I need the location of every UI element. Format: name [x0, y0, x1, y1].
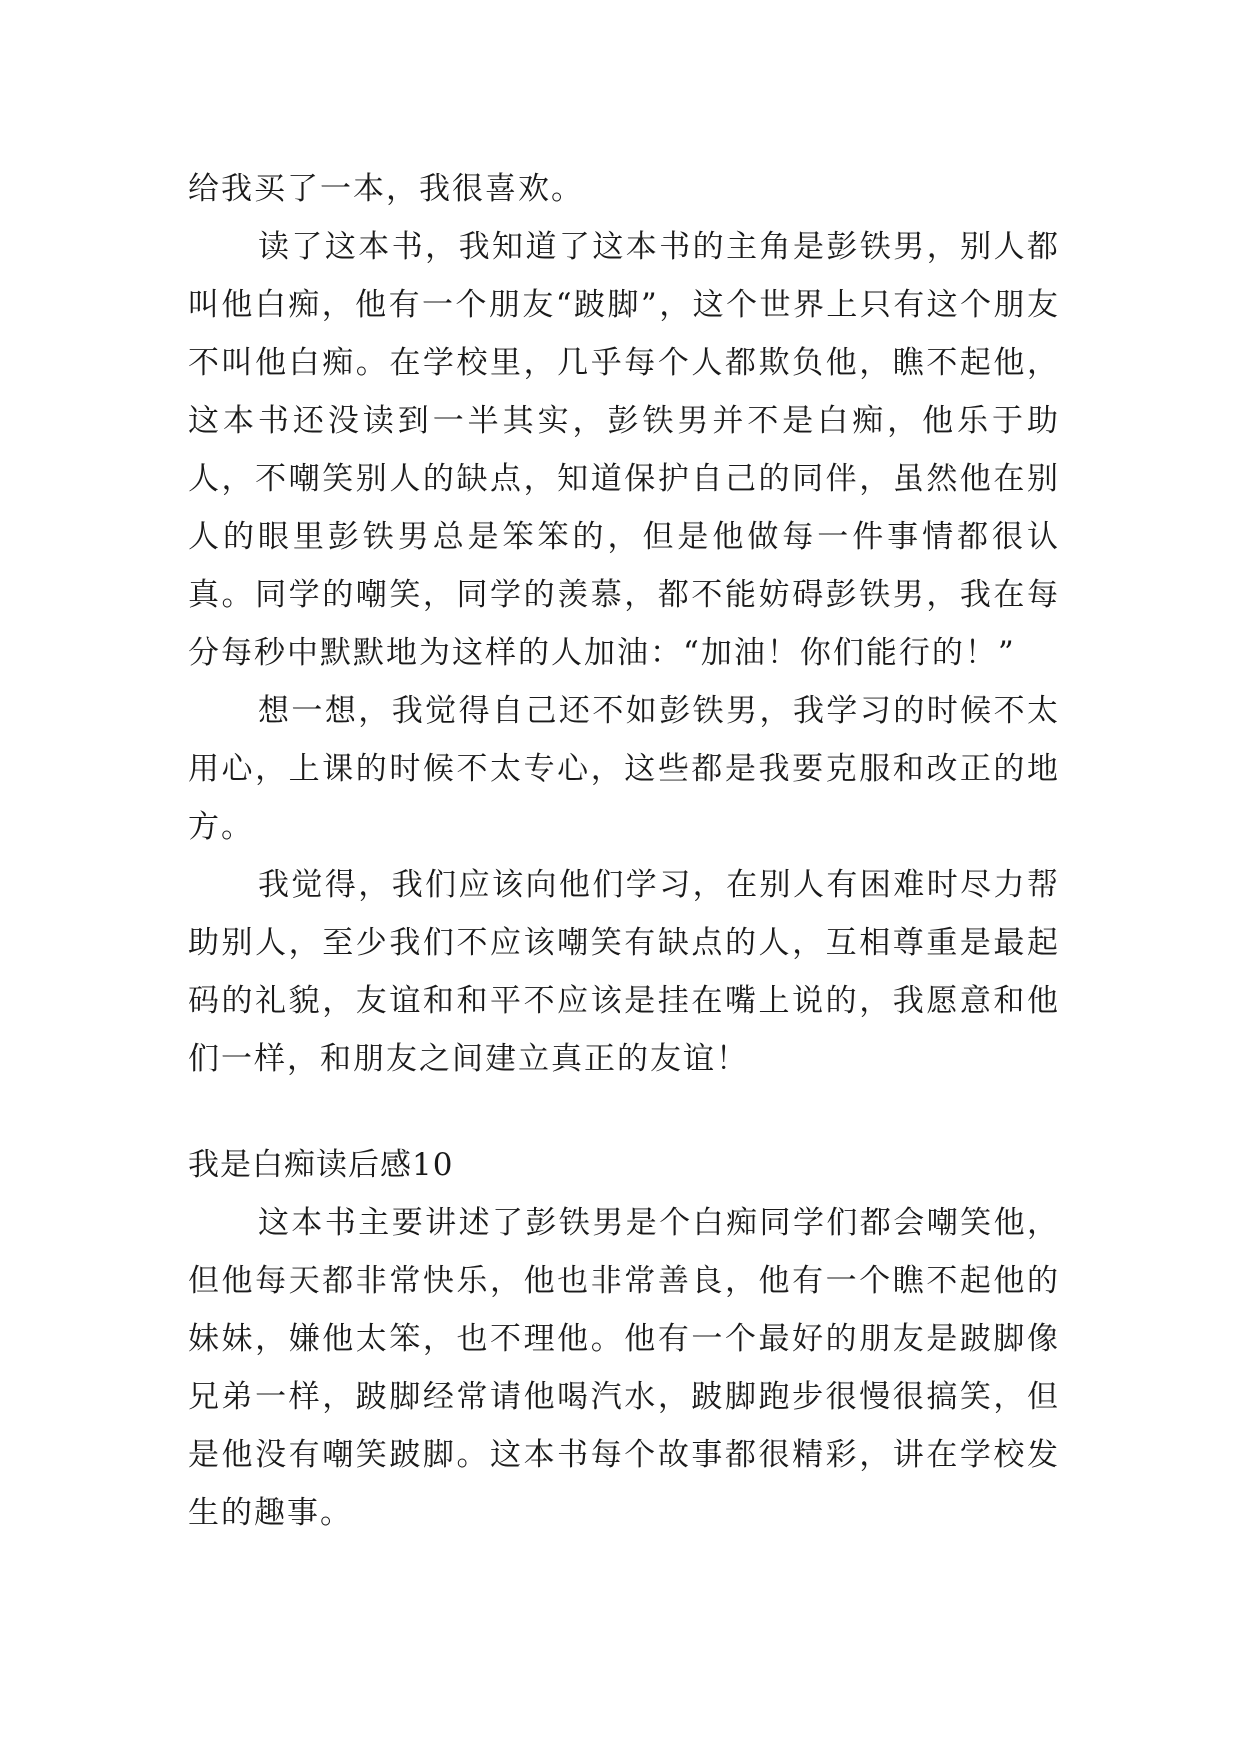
paragraph: 这本书主要讲述了彭铁男是个白痴同学们都会嘲笑他，但他每天都非常快乐，他也非常善良，他有一个瞧不起他的妹妹，嫌他太笨，也不理他。他有一个最好的朋友是跛脚像兄弟一样，跛脚经常请他喝汽水，跛脚跑步很慢很搞笑，但是他没有嘲笑跛脚。这本书每个故事都很精彩，讲在学校发生的趣事。	[188, 1205, 1060, 1531]
paragraph: 想一想，我觉得自己还不如彭铁男，我学习的时候不太用心，上课的时候不太专心，这些都是我要克服和改正的地方。	[188, 693, 1060, 845]
section-heading: 我是白痴读后感10	[188, 1147, 454, 1183]
paragraph: 我觉得，我们应该向他们学习，在别人有困难时尽力帮助别人，至少我们不应该嘲笑有缺点的人，互相尊重是最起码的礼貌，友谊和和平不应该是挂在嘴上说的，我愿意和他们一样，和朋友之间建立真正的友谊！	[188, 867, 1060, 1077]
opening-line: 给我买了一本，我很喜欢。	[188, 171, 584, 207]
document-body	[188, 160, 1060, 1542]
paragraph: 读了这本书，我知道了这本书的主角是彭铁男，别人都叫他白痴，他有一个朋友“跛脚”，这个世界上只有这个朋友不叫他白痴。在学校里，几乎每个人都欺负他，瞧不起他，这本书还没读到一半其实，彭铁男并不是白痴，他乐于助人，不嘲笑别人的缺点，知道保护自己的同伴，虽然他在别人的眼里彭铁男总是笨笨的，但是他做每一件事情都很认真。同学的嘲笑，同学的羡慕，都不能妨碍彭铁男，我在每分每秒中默默地为这样的人加油：“加油！你们能行的！”	[188, 229, 1060, 671]
